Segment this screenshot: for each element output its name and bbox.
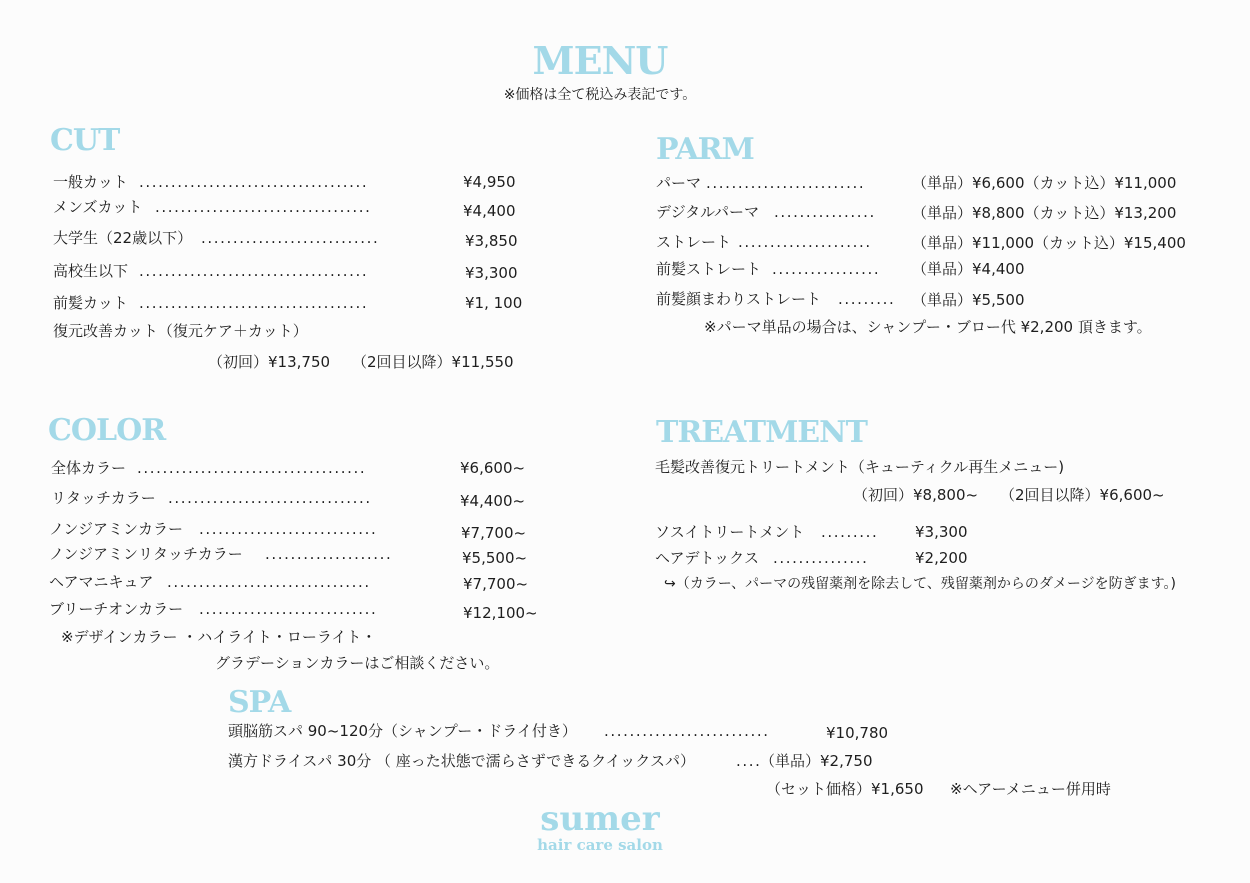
- leader-dots: ............................: [201, 229, 380, 247]
- item-price: ¥3,850: [465, 232, 518, 250]
- treatment-restore-first-price: （初回）¥8,800~: [853, 486, 979, 504]
- cut-restore-repeat-price: （2回目以降）¥11,550: [352, 353, 514, 371]
- leader-dots: ...............: [773, 549, 869, 567]
- item-name: ヘアマニキュア: [49, 573, 154, 591]
- treatment-note-text: （カラー、パーマの残留薬剤を除去して、残留薬剤からのダメージを防ぎます。): [675, 576, 1176, 592]
- item-price: （単品）¥2,750: [760, 752, 873, 770]
- parm-heading: PARM: [656, 132, 754, 167]
- item-price: ¥3,300: [915, 523, 968, 541]
- leader-dots: ............................: [199, 520, 378, 538]
- item-price: ¥4,400: [463, 202, 516, 220]
- leader-dots: .................: [772, 260, 881, 278]
- item-name: 頭脳筋スパ 90~120分（シャンプー・ドライ付き）: [228, 722, 577, 740]
- leader-dots: ................................: [168, 489, 372, 507]
- treatment-note: [664, 575, 1176, 593]
- item-name: 高校生以下: [53, 262, 129, 280]
- item-name: ノンジアミンリタッチカラー: [49, 545, 243, 563]
- leader-dots: .........: [838, 290, 896, 308]
- treatment-restore-repeat-price: （2回目以降）¥6,600~: [1000, 486, 1165, 504]
- brand-logo: sumer: [540, 799, 660, 839]
- parm-note: ※パーマ単品の場合は、シャンプー・ブロー代 ¥2,200 頂きます。: [704, 318, 1152, 336]
- item-price: ¥6,600~: [460, 459, 526, 477]
- treatment-heading: TREATMENT: [656, 415, 867, 450]
- item-name: パーマ: [656, 174, 702, 192]
- color-design-note-cont: グラデーションカラーはご相談ください。: [215, 654, 500, 672]
- item-price: （単品）¥4,400: [912, 260, 1025, 278]
- cut-heading: CUT: [50, 123, 120, 158]
- leader-dots: .........................: [706, 174, 866, 192]
- leader-dots: ................: [774, 203, 876, 221]
- item-name: メンズカット: [53, 198, 143, 216]
- item-name: 大学生（22歳以下）: [53, 229, 193, 247]
- leader-dots: ..........................: [604, 722, 770, 740]
- item-name: リタッチカラー: [51, 489, 156, 507]
- menu-title: MENU: [532, 38, 668, 83]
- leader-dots: ....................................: [139, 294, 369, 312]
- spa-set-price: （セット価格）¥1,650: [766, 780, 924, 798]
- color-heading: COLOR: [48, 413, 166, 448]
- item-name: ノンジアミンカラー: [49, 520, 184, 538]
- item-price: ¥3,300: [465, 264, 518, 282]
- leader-dots: ....................................: [139, 173, 369, 191]
- item-name: 前髪顔まわりストレート: [656, 290, 822, 308]
- item-price: （単品）¥11,000（カット込）¥15,400: [912, 234, 1186, 252]
- spa-heading: SPA: [228, 685, 291, 720]
- cut-restore-name: 復元改善カット（復元ケア＋カット）: [53, 322, 308, 340]
- leader-dots: ....................: [265, 545, 393, 563]
- item-price: ¥1, 100: [465, 294, 523, 312]
- item-price: ¥2,200: [915, 549, 968, 567]
- leader-dots: .....................: [738, 233, 872, 251]
- return-arrow-icon: ↪: [664, 576, 676, 592]
- leader-dots: .........: [821, 523, 879, 541]
- item-name: ブリーチオンカラー: [49, 600, 184, 618]
- item-price: ¥5,500~: [462, 549, 528, 567]
- cut-restore-first-price: （初回）¥13,750: [208, 353, 331, 371]
- item-name: デジタルパーマ: [656, 203, 760, 221]
- item-price: （単品）¥8,800（カット込）¥13,200: [912, 204, 1177, 222]
- item-price: （単品）¥6,600（カット込）¥11,000: [912, 174, 1177, 192]
- item-name: 前髪ストレート: [656, 260, 762, 278]
- item-price: ¥7,700~: [463, 575, 529, 593]
- color-design-note: ※デザインカラー ・ハイライト・ローライト・: [61, 628, 377, 646]
- tax-note: ※価格は全て税込み表記です。: [503, 87, 697, 103]
- item-price: ¥12,100~: [463, 604, 538, 622]
- leader-dots: ............................: [199, 600, 378, 618]
- leader-dots: ................................: [167, 573, 371, 591]
- leader-dots: ..................................: [155, 198, 372, 216]
- treatment-restore-name: 毛髪改善復元トリートメント（キューティクル再生メニュー): [655, 458, 1065, 476]
- item-name: ソスイトリートメント: [655, 523, 805, 541]
- item-price: ¥7,700~: [461, 524, 527, 542]
- item-name: ストレート: [656, 233, 732, 251]
- item-price: ¥4,950: [463, 173, 516, 191]
- item-name: 前髪カット: [53, 294, 128, 312]
- item-price: （単品）¥5,500: [912, 291, 1025, 309]
- leader-dots: ....................................: [139, 262, 369, 280]
- item-price: ¥10,780: [826, 724, 889, 742]
- item-price: ¥4,400~: [460, 492, 526, 510]
- item-name: ヘアデトックス: [655, 549, 759, 567]
- brand-tagline: hair care salon: [537, 836, 663, 854]
- item-name: 一般カット: [53, 173, 128, 191]
- spa-set-note: ※ヘアーメニュー併用時: [950, 780, 1111, 798]
- item-name: 全体カラー: [51, 459, 127, 477]
- leader-dots: ....: [736, 752, 762, 770]
- leader-dots: ....................................: [137, 459, 367, 477]
- item-name: 漢方ドライスパ 30分 （ 座った状態で濡らさずできるクイックスパ）: [228, 752, 696, 770]
